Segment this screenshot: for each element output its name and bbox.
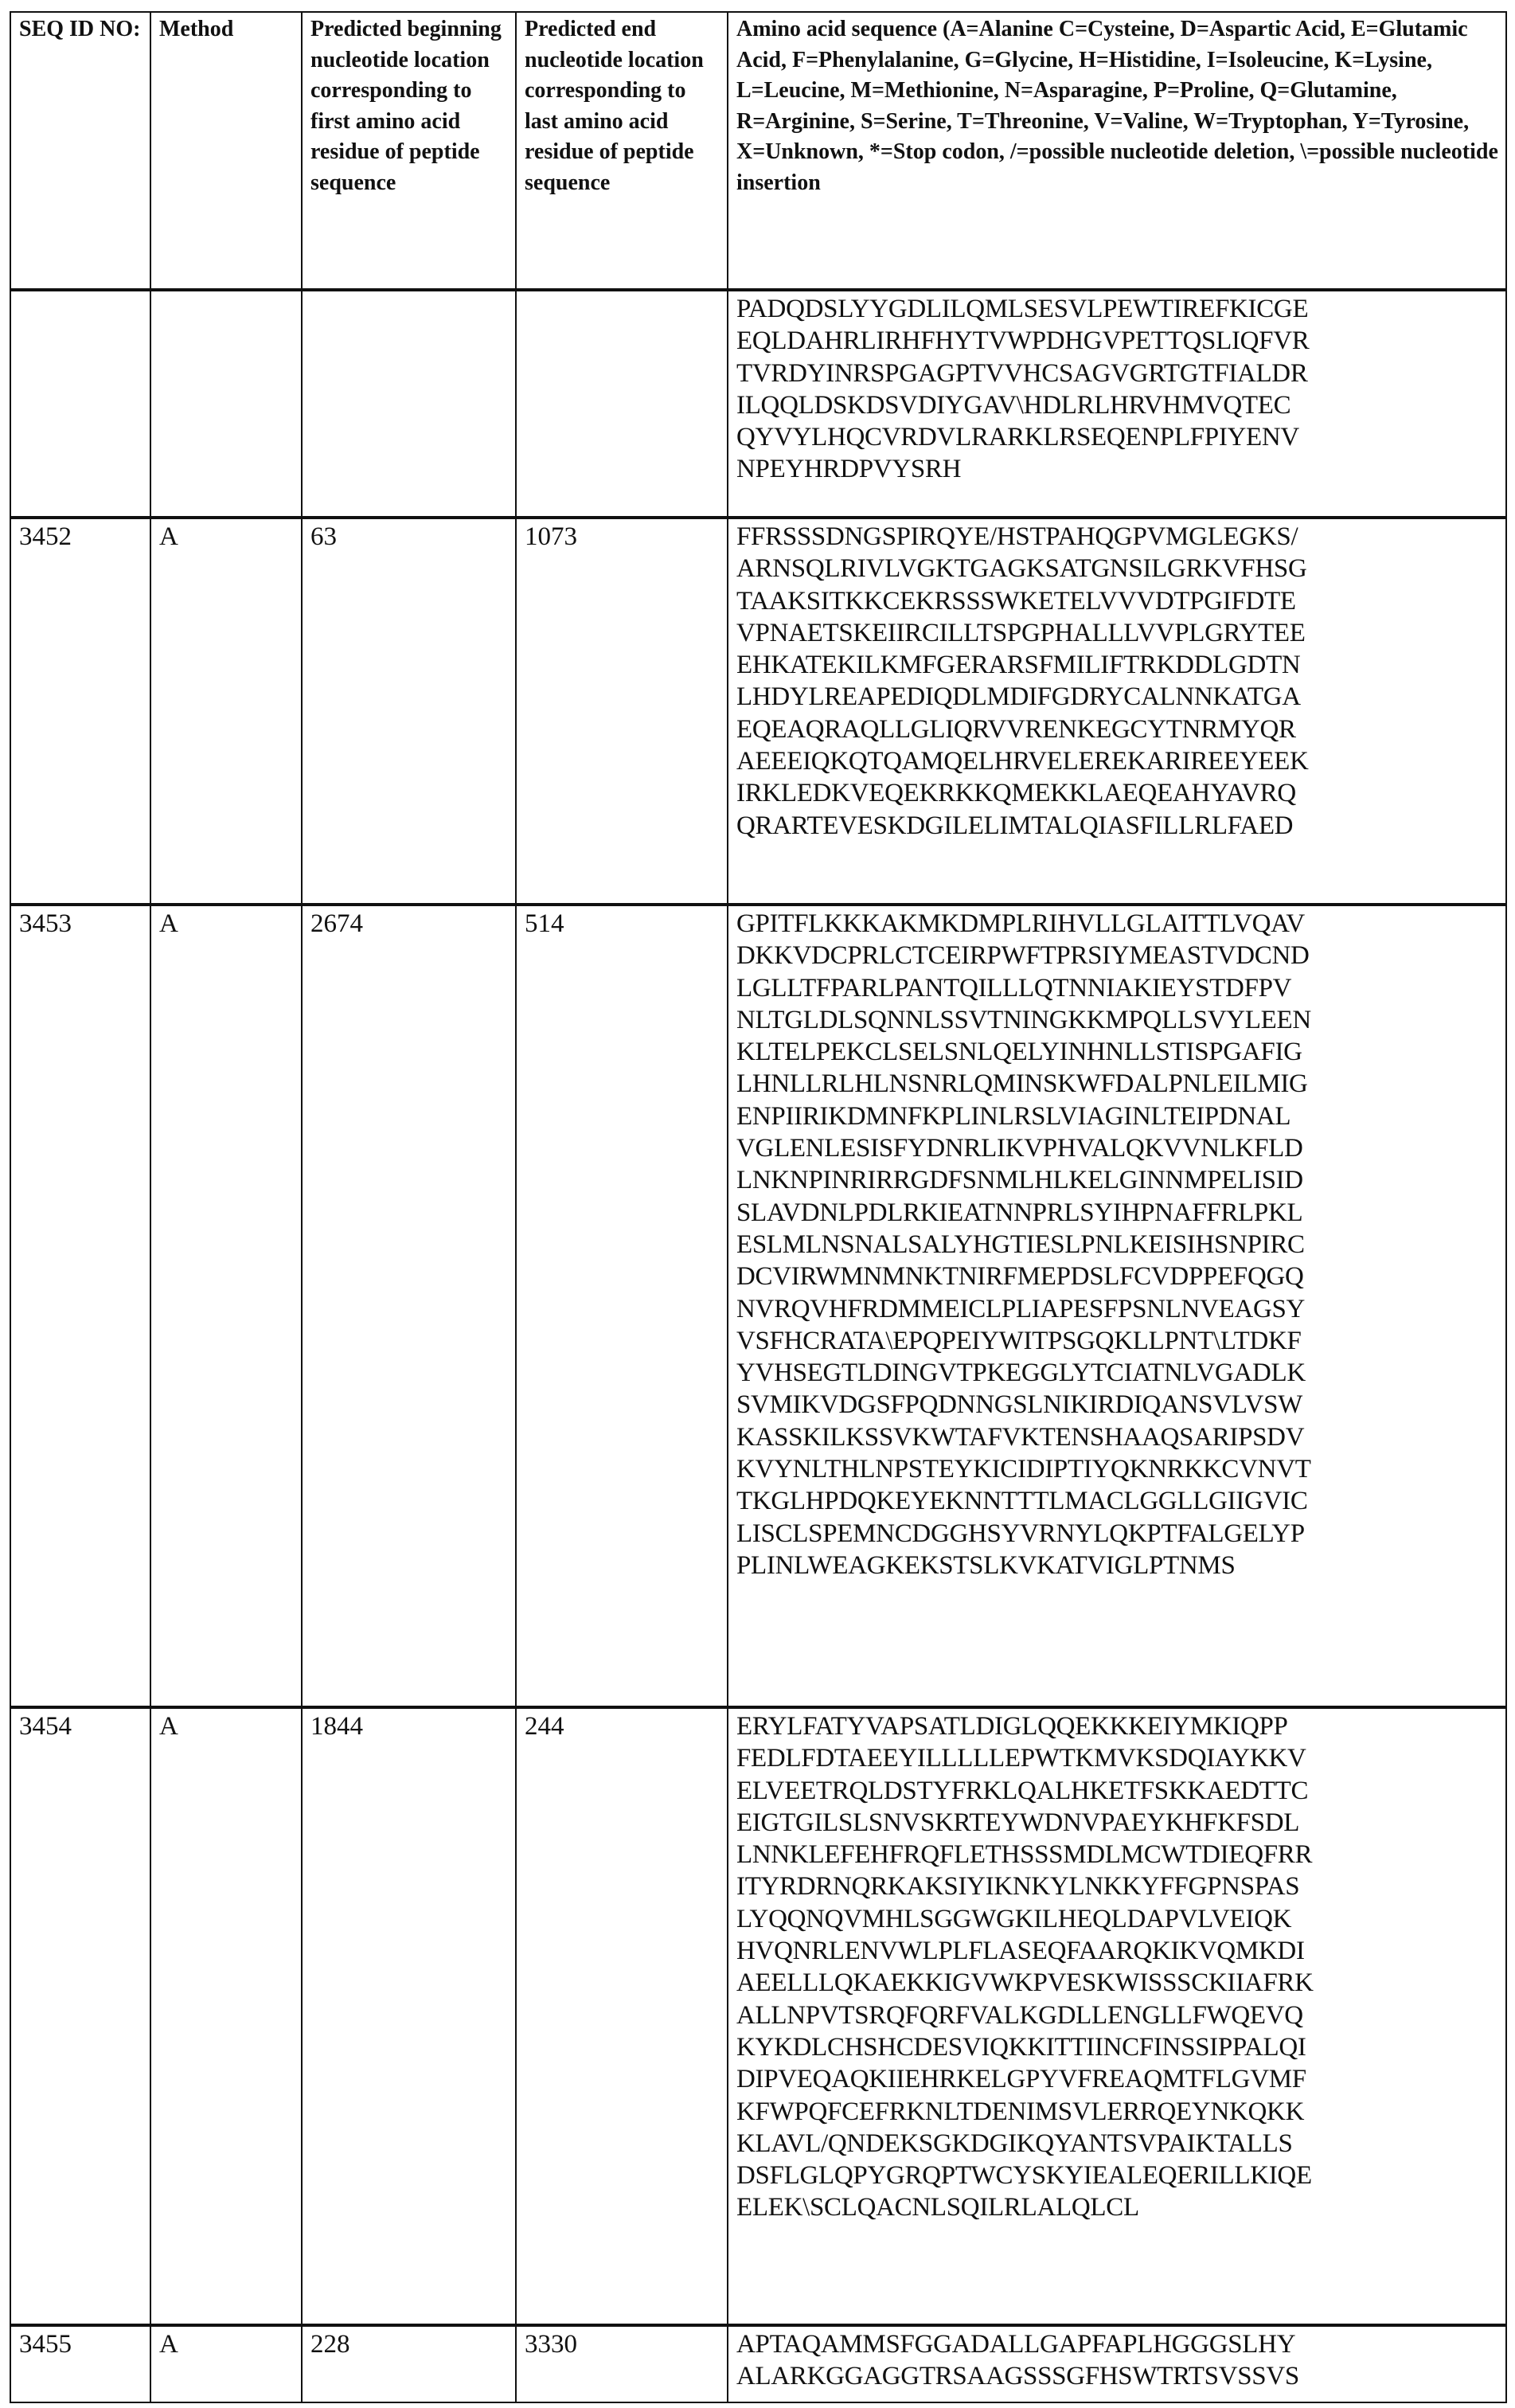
sequence-line: AEEEIQKQTQAMQELHRVELEREKARIREEYEEK: [736, 747, 1309, 776]
sequence-line: LHDYLREAPEDIQDLMDIFGDRYCALNNKATGA: [736, 682, 1301, 712]
sequence-line: LNKNPINRIRRGDFSNMLHLKELGINNMPELISID: [736, 1166, 1303, 1195]
begin-location-cell: [302, 290, 516, 518]
end-location-cell: 1073: [516, 518, 728, 905]
sequence-line: NPEYHRDPVYSRH: [736, 455, 962, 484]
header-seq-id: SEQ ID NO:: [10, 12, 150, 290]
seq-id-cell: [10, 290, 150, 518]
sequence-line: ELVEETRQLDSTYFRKLQALHKETFSKKAEDTTC: [736, 1776, 1309, 1805]
sequence-line: PADQDSLYYGDLILQMLSESVLPEWTIREFKICGE: [736, 295, 1309, 323]
table-row: [10, 290, 1506, 518]
table-row: [10, 518, 1506, 905]
sequence-line: KVYNLTHLNPSTEYKICIDIPTIYQKNRKKCVNVT: [736, 1455, 1311, 1484]
sequence-cell: [728, 290, 1506, 518]
sequence-table: [10, 11, 1507, 2403]
sequence-line: VSFHCRATA\EPQPEIYWITPSGQKLLPNT\LTDKF: [736, 1326, 1302, 1355]
table-row: [10, 1707, 1506, 2325]
sequence-line: SVMIKVDGSFPQDNNGSLNIKIRDIQANSVLVSW: [736, 1390, 1302, 1420]
sequence-line: LGLLTFPARLPANTQILLLQTNNIAKIEYSTDFPV: [736, 973, 1292, 1003]
sequence-line: ILQQLDSKDSVDIYGAV\HDLRLHRVHMVQTEC: [736, 390, 1291, 420]
sequence-line: LISCLSPEMNCDGGHSYVRNYLQKPTFALGELYP: [736, 1519, 1305, 1548]
begin-location-cell: 63: [302, 518, 516, 905]
sequence-line: TKGLHPDQKEYEKNNTTTLMACLGGLLGIIGVIC: [736, 1487, 1308, 1516]
sequence-line: ARNSQLRIVLVGKTGAGKSATGNSILGRKVFHSG: [736, 554, 1307, 584]
sequence-line: DSFLGLQPYGRQPTWCYSKYIEALEQERILLKIQE: [736, 2161, 1312, 2191]
sequence-line: DCVIRWMNMNKTNIRFMEPDSLFCVDPPEFQGQ: [736, 1262, 1304, 1292]
sequence-line: KYKDLCHSHCDESVIQKKITTIINCFINSSIPPALQI: [736, 2032, 1306, 2062]
table-body: [10, 290, 1506, 2402]
sequence-line: TAAKSITKKCEKRSSSWKETELVVVDTPGIFDTE: [736, 586, 1296, 616]
sequence-cell: [728, 2325, 1506, 2402]
sequence-line: SLAVDNLPDLRKIEATNNPRLSYIHPNAFFRLPKL: [736, 1198, 1303, 1227]
header-row: [10, 12, 1506, 290]
sequence-line: LHNLLRLHLNSNRLQMINSKWFDALPNLEILMIG: [736, 1069, 1308, 1099]
sequence-line: VGLENLESISFYDNRLIKVPHVALQKVVNLKFLD: [736, 1134, 1303, 1163]
seq-id-cell: 3452: [10, 518, 150, 905]
sequence-line: AEELLLQKAEKKIGVWKPVESKWISSSCKIIAFRK: [736, 1968, 1314, 1998]
sequence-line: LYQQNQVMHLSGGWGKILHEQLDAPVLVEIQK: [736, 1904, 1292, 1933]
sequence-line: ELEK\SCLQACNLSQILRLALQLCL: [736, 2193, 1139, 2222]
sequence-line: EQLDAHRLIRHFHYTVWPDHGVPETTQSLIQFVR: [736, 326, 1310, 356]
method-cell: A: [150, 518, 302, 905]
sequence-line: KASSKILKSSVKWTAFVKTENSHAAQSARIPSDV: [736, 1422, 1305, 1452]
sequence-line: LNNKLEFEHFRQFLETHSSSMDLMCWTDIEQFRR: [736, 1840, 1313, 1870]
sequence-line: HVQNRLENVWLPLFLASEQFAARQKIKVQMKDI: [736, 1937, 1305, 1966]
end-location-cell: 244: [516, 1707, 728, 2325]
header-begin-location: Predicted beginning nucleotide location corresponding to first amino acid residue of peptide sequence: [302, 12, 516, 290]
header-method: Method: [150, 12, 302, 290]
sequence-line: QYVYLHQCVRDVLRARKLRSEQENPLFPIYENV: [736, 423, 1299, 452]
header-amino-acid-sequence: Amino acid sequence (A=Alanine C=Cysteine, D=Aspartic Acid, E=Glutamic Acid, F=Phenylalanine, G=Glycine, H=Histidine, I=Isoleucine, K=Lysine, L=Leucine, M=Methionine, N=Asparagine, P=Proline, Q=Glutamine, R=Arginine, S=Serine, T=Threonine, V=Valine, W=Tryptophan, Y=Tyrosine, X=Unknown, *=Stop codon, /=possible nucleotide deletion, \=possible nucleotide insertion: [728, 12, 1506, 290]
sequence-cell: [728, 518, 1506, 905]
sequence-line: ALLNPVTSRQFQRFVALKGDLLENGLLFWQEVQ: [736, 2000, 1303, 2030]
method-cell: A: [150, 905, 302, 1707]
sequence-line: NLTGLDLSQNNLSSVTNINGKKMPQLLSVYLEEN: [736, 1005, 1311, 1034]
method-cell: [150, 290, 302, 518]
seq-id-cell: 3454: [10, 1707, 150, 2325]
seq-id-cell: 3455: [10, 2325, 150, 2402]
sequence-line: VPNAETSKEIIRCILLTSPGPHALLLVVPLGRYTEE: [736, 618, 1306, 647]
method-cell: A: [150, 1707, 302, 2325]
sequence-line: GPITFLKKKAKMKDMPLRIHVLLGLAITTLVQAV: [736, 909, 1305, 938]
sequence-line: QRARTEVESKDGILELIMTALQIASFILLRLFAED: [736, 811, 1294, 840]
sequence-line: ENPIIRIKDMNFKPLINLRSLVIAGINLTEIPDNAL: [736, 1101, 1291, 1131]
header-end-location: Predicted end nucleotide location corresponding to last amino acid residue of peptide sequence: [516, 12, 728, 290]
sequence-line: ESLMLNSNALSALYHGTIESLPNLKEISIHSNPIRC: [736, 1229, 1305, 1259]
sequence-line: APTAQAMMSFGGADALLGAPFAPLHGGGSLHY: [736, 2330, 1296, 2359]
sequence-line: NVRQVHFRDMMEICLPLIAPESFPSNLNVEAGSY: [736, 1294, 1306, 1323]
sequence-line: PLINLWEAGKEKSTSLKVKATVIGLPTNMS: [736, 1550, 1236, 1580]
begin-location-cell: 1844: [302, 1707, 516, 2325]
sequence-line: IRKLEDKVEQEKRKKQMEKKLAEQEAHYAVRQ: [736, 779, 1296, 808]
sequence-line: EQEAQRAQLLGLIQRVVRENKEGCYTNRMYQR: [736, 714, 1296, 744]
sequence-line: KFWPQFCEFRKNLTDENIMSVLERRQEYNKQKK: [736, 2097, 1305, 2126]
end-location-cell: [516, 290, 728, 518]
table-row: [10, 2325, 1506, 2402]
method-cell: A: [150, 2325, 302, 2402]
sequence-line: KLAVL/QNDEKSGKDGIKQYANTSVPAIKTALLS: [736, 2128, 1293, 2158]
sequence-line: EHKATEKILKMFGERARSFMILIFTRKDDLGDTN: [736, 651, 1301, 680]
sequence-line: ERYLFATYVAPSATLDIGLQQEKKKEIYMKIQPP: [736, 1712, 1288, 1741]
sequence-line: YVHSEGTLDINGVTPKEGGLYTCIATNLVGADLK: [736, 1358, 1306, 1388]
sequence-line: TVRDYINRSPGAGPTVVHCSAGVGRTGTFIALDR: [736, 358, 1308, 388]
begin-location-cell: 228: [302, 2325, 516, 2402]
end-location-cell: 3330: [516, 2325, 728, 2402]
sequence-cell: [728, 905, 1506, 1707]
sequence-line: FEDLFDTAEEYILLLLLEPWTKMVKSDQIAYKKV: [736, 1744, 1306, 1773]
sequence-line: FFRSSSDNGSPIRQYE/HSTPAHQGPVMGLEGKS/: [736, 522, 1298, 551]
sequence-line: DIPVEQAQKIIEHRKELGPYVFREAQMTFLGVMF: [736, 2065, 1306, 2094]
sequence-cell: [728, 1707, 1506, 2325]
table-row: [10, 905, 1506, 1707]
end-location-cell: 514: [516, 905, 728, 1707]
sequence-line: DKKVDCPRLCTCEIRPWFTPRSIYMEASTVDCND: [736, 941, 1310, 971]
sequence-line: EIGTGILSLSNVSKRTEYWDNVPAEYKHFKFSDL: [736, 1808, 1300, 1837]
begin-location-cell: 2674: [302, 905, 516, 1707]
sequence-line: KLTELPEKCLSELSNLQELYINHNLLSTISPGAFIG: [736, 1038, 1302, 1067]
seq-id-cell: 3453: [10, 905, 150, 1707]
sequence-line: ALARKGGAGGTRSAAGSSSGFHSWTRTSVSSVS: [736, 2362, 1299, 2391]
sequence-line: ITYRDRNQRKAKSIYIKNKYLNKKYFFGPNSPAS: [736, 1872, 1300, 1902]
